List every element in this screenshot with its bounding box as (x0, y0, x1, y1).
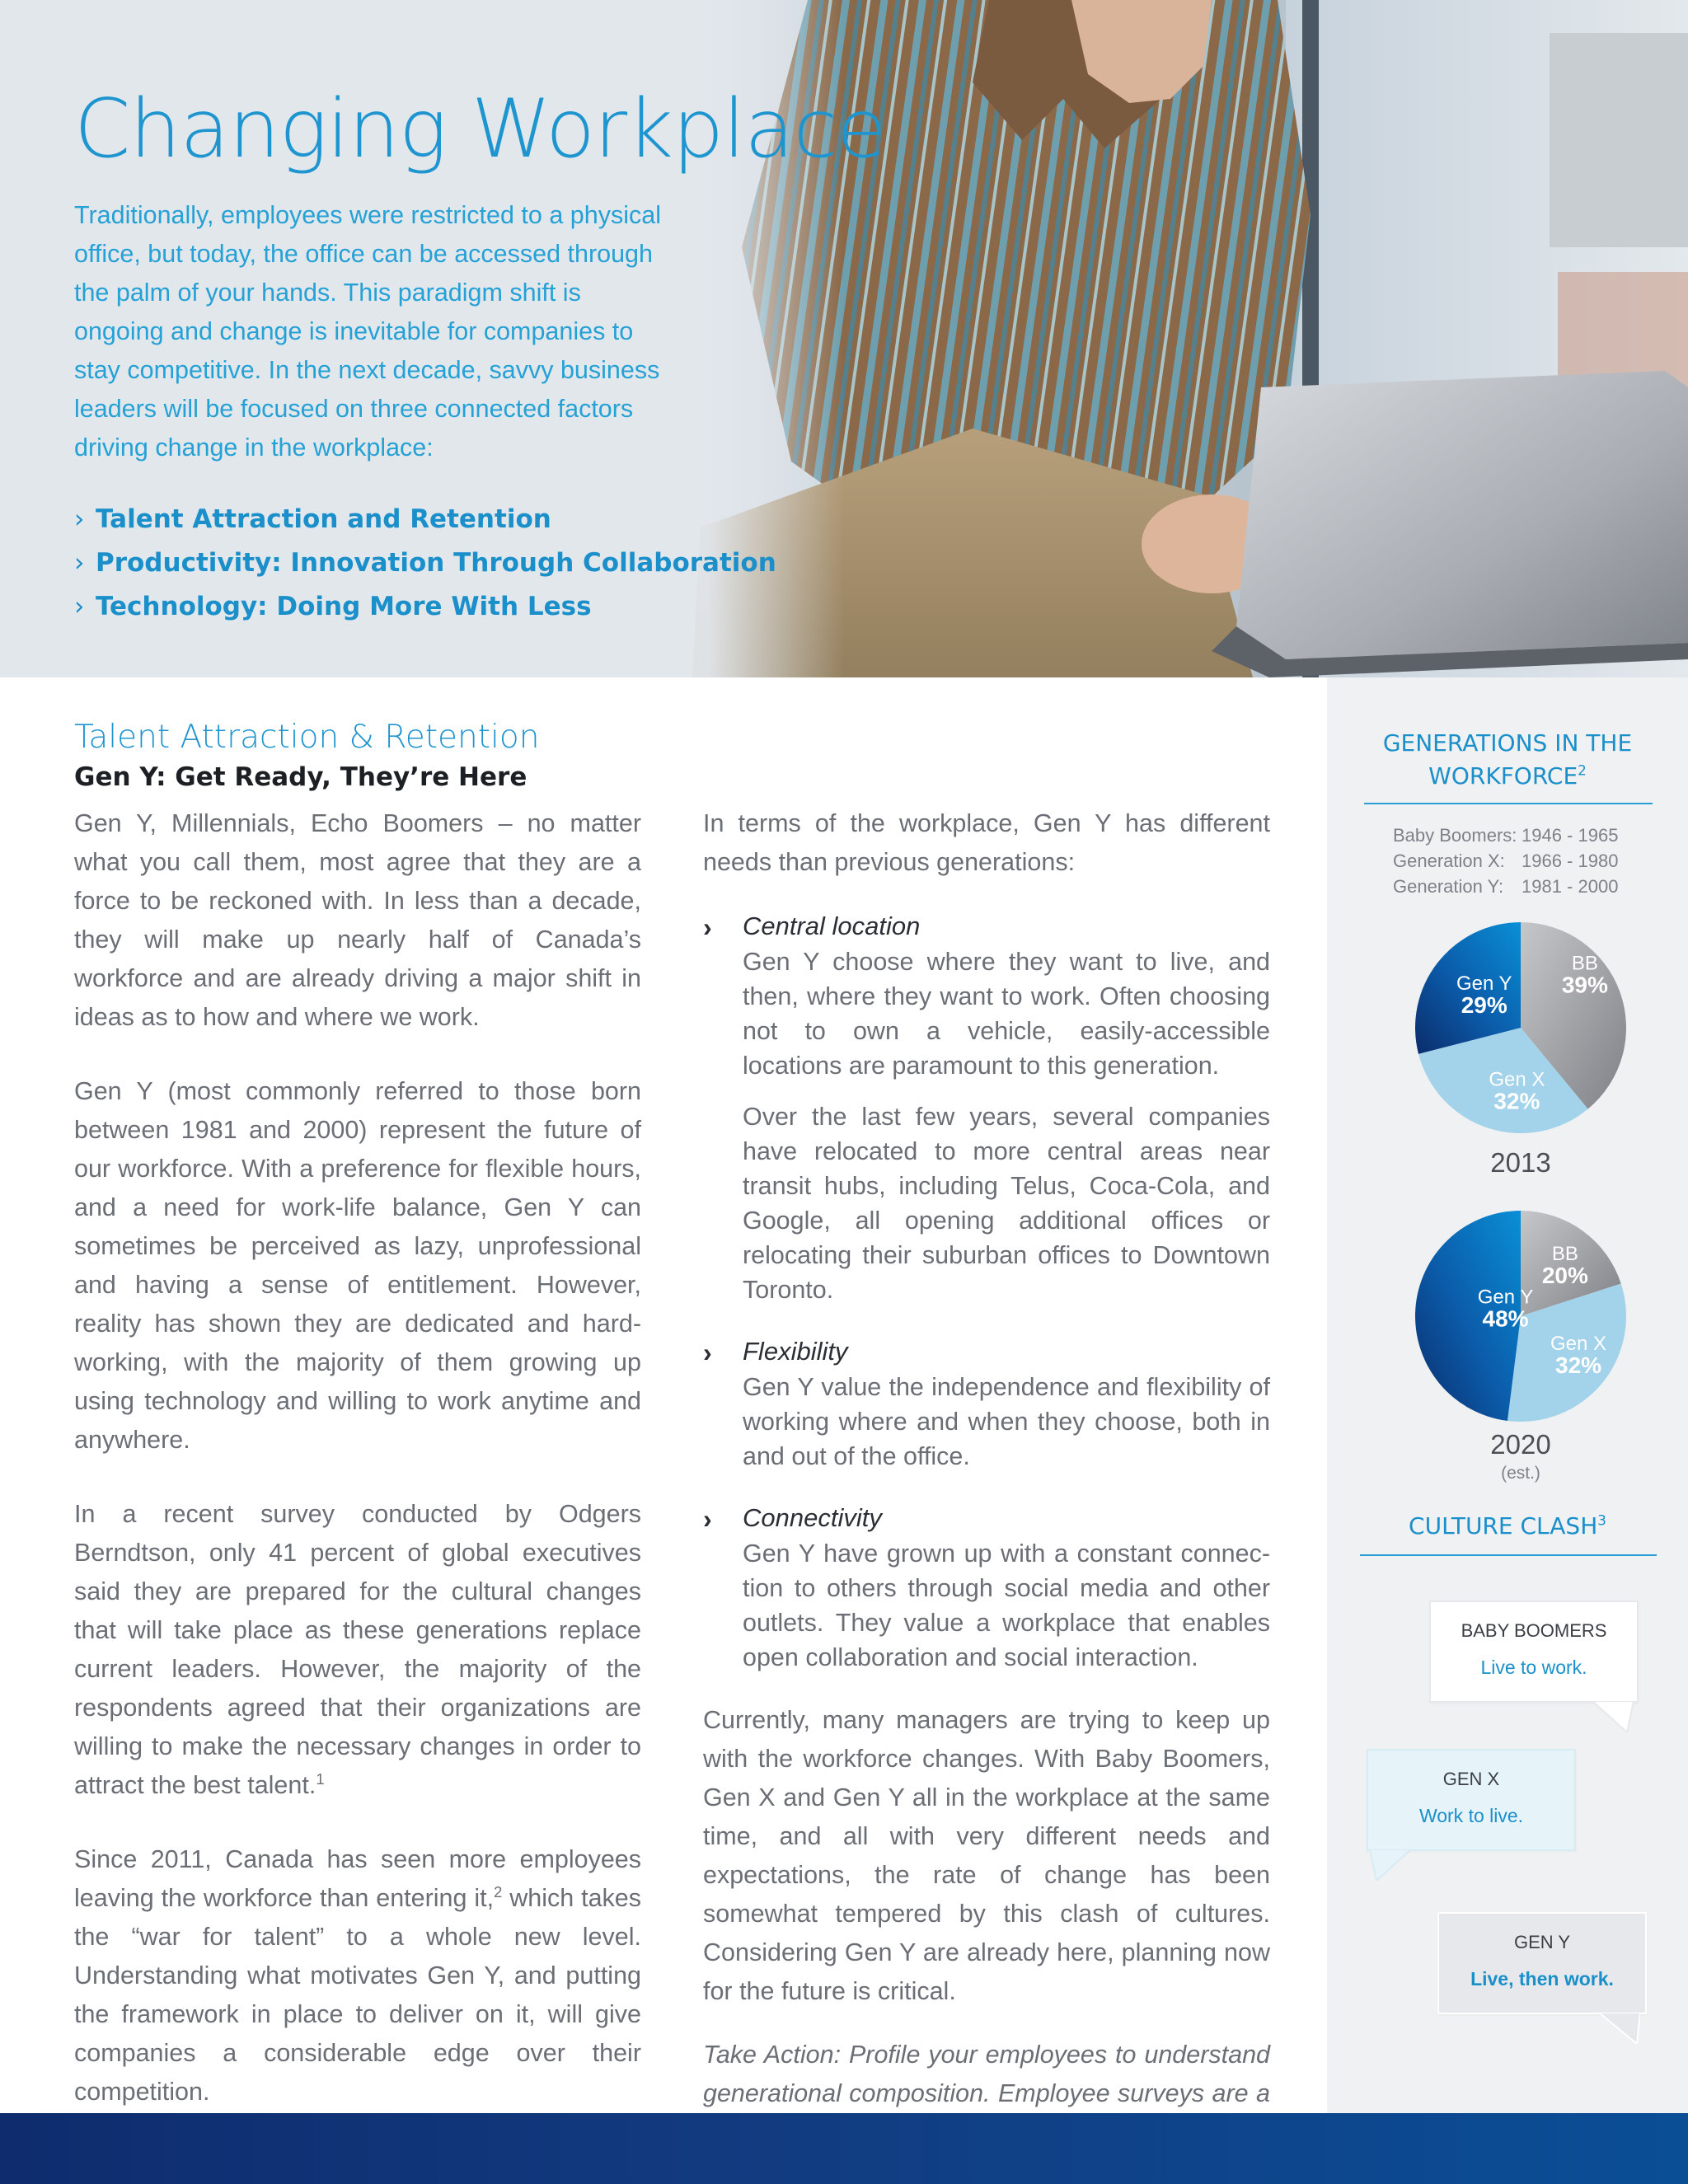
bubble-label: GEN X (1442, 1769, 1500, 1789)
legend-row (1393, 874, 1618, 899)
paragraph (74, 1495, 641, 1805)
legend-name: Baby Boomers: (1393, 825, 1517, 846)
pie-slice-value: 39% (1561, 972, 1608, 998)
need-text: Gen Y have grown up with a constant connec-tion to others through social media and other outlets. They value a workplace that enables open collaboration and social interaction. (743, 1540, 1270, 1671)
pie-slice-label: Gen Y (1477, 1286, 1534, 1309)
pie-chart-2020 (1397, 1205, 1644, 1502)
divider (1364, 803, 1653, 804)
need-text: Over the last few years, several companies have relocated to more central areas near transit hubs, including Telus, Coca-Cola, and Google, all opening additional offices or relocating their suburban offices to Downtown Toronto. (743, 1103, 1270, 1304)
pie-slice-value: 48% (1482, 1305, 1529, 1332)
chevron-right-icon: › (74, 504, 85, 534)
legend-row (1393, 848, 1618, 874)
chevron-right-icon: › (703, 1504, 712, 1534)
hero-intro-paragraph: Traditionally, employees were restricted to a physical office, but today, the office can be accessed through the palm of your hands. This paradigm shift is ongoing and change is inevitable for companies to stay competitive. In the next decade, savvy business leaders will be focused on three connected factors driving change in the workplace: (74, 201, 661, 462)
right-column (703, 804, 1270, 2152)
bubble-label: BABY BOOMERS (1461, 1620, 1607, 1641)
need-title: Connectivity (743, 1503, 882, 1532)
paragraph (74, 1840, 641, 2111)
pie-year-label: 2013 (1490, 1147, 1551, 1178)
bubble-motto: Live to work. (1480, 1657, 1587, 1678)
generations-heading (1352, 727, 1663, 793)
speech-bubble-gen-x (1367, 1749, 1576, 1851)
footnote-marker: 2 (494, 1882, 503, 1900)
factor-label: Productivity: Innovation Through Collaboration (96, 548, 776, 578)
factor-item (74, 585, 776, 629)
bubble-motto: Live, then work. (1470, 1968, 1614, 1990)
legend-years: 1981 - 2000 (1522, 876, 1619, 897)
pie-estimate-label: (est.) (1501, 1464, 1540, 1483)
speech-bubble-tail (1599, 2013, 1640, 2044)
paragraph-text: In a recent survey conducted by Odgers Berndtson, only 41 percent of global executives said they are prepared for the cultural changes that will take place as these generations replace current leaders. However, the majority of the respondents agreed that their organizations are willing to make the necessary changes in order to attract the best talent. (74, 1500, 641, 1799)
chevron-right-icon: › (74, 548, 85, 578)
paragraph: Currently, many managers are trying to keep up with the workforce changes. With Baby Boomers, Gen X and Gen Y all in the workplace at the same time, and all with very different needs and expectations, the rate of change has been somewhat tempered by this clash of cultures. Considering Gen Y are already here, planning now for the future is critical. (703, 1706, 1270, 2005)
need-item-central-location (703, 908, 1270, 1307)
culture-clash-heading (1352, 1510, 1663, 1543)
footnote-marker: 2 (1578, 762, 1587, 779)
bubble-label: GEN Y (1513, 1932, 1571, 1952)
page-title: Changing Workplace (74, 82, 886, 176)
footer-band (0, 2113, 1688, 2184)
left-column (74, 804, 641, 2147)
pie-chart-2013-svg (1397, 916, 1644, 1139)
bubble-motto: Work to live. (1418, 1805, 1524, 1826)
generation-years-legend (1393, 823, 1618, 899)
factor-label: Talent Attraction and Retention (96, 504, 551, 534)
pie-slice-label: Gen Y (1456, 972, 1512, 995)
hero-banner (0, 0, 1688, 677)
pie-chart-2013 (1397, 916, 1644, 1197)
legend-years: 1946 - 1965 (1522, 825, 1619, 846)
footnote-marker: 3 (1597, 1511, 1606, 1529)
factor-label: Technology: Doing More With Less (96, 592, 592, 621)
pie-slice-label: BB (1571, 952, 1598, 975)
pie-slice-label: Gen X (1489, 1068, 1545, 1091)
pie-chart-2020-svg (1397, 1205, 1644, 1427)
legend-name: Generation X: (1393, 851, 1505, 871)
paragraph: Gen Y (most commonly referred to those born between 1981 and 2000) represent the future of our workforce. With a preference for flexible hours, and a need for work-life balance, Gen Y can sometimes be perceived as lazy, unprofessional and having a sense of entitlement. However, reality has shown they are dedicated and hard-working, with the majority of them growing up using technology and willing to work anytime and anywhere. (74, 1077, 641, 1454)
paragraph-text: which takes the “war for talent” to a whole new level. Understanding what motivates Gen Y, and putting the framework in place to deliver on it, will give companies a considerable edge over their competition. (74, 1884, 641, 2106)
pie-slice-label: BB (1551, 1243, 1578, 1266)
speech-bubble-tail (1370, 1849, 1411, 1881)
speech-bubble-tail (1592, 1701, 1634, 1732)
speech-bubble-baby-boomers (1429, 1601, 1639, 1703)
legend-row (1393, 823, 1618, 848)
paragraph-text: Since 2011, Canada has seen more employees leaving the workforce than entering it, (74, 1845, 641, 1912)
section-heading: Talent Attraction & Retention (74, 719, 540, 756)
footnote-marker: 1 (316, 1769, 325, 1788)
pie-slice-value: 32% (1493, 1088, 1540, 1114)
generations-heading-text: GENERATIONS IN THE WORKFORCE (1382, 729, 1633, 790)
section-subheading: Gen Y: Get Ready, They’re Here (74, 762, 528, 792)
culture-clash-heading-text: CULTURE CLASH (1409, 1512, 1598, 1540)
sidebar (1327, 677, 1688, 2113)
factor-item (74, 541, 776, 585)
speech-bubble-gen-y (1437, 1912, 1647, 2014)
factor-item (74, 498, 776, 541)
legend-years: 1966 - 1980 (1522, 851, 1619, 871)
chevron-right-icon: › (703, 912, 712, 942)
pie-slice-label: Gen X (1550, 1332, 1607, 1355)
pie-year-label: 2020 (1490, 1429, 1551, 1460)
factors-list (74, 498, 776, 629)
need-item-connectivity (703, 1500, 1270, 1675)
pie-slice-value: 29% (1461, 991, 1507, 1018)
need-title: Flexibility (743, 1337, 848, 1366)
chevron-right-icon: › (703, 1338, 712, 1367)
paragraph: In terms of the workplace, Gen Y has different needs than previous generations: (703, 809, 1270, 876)
need-text: Gen Y value the independence and flexibility of working where and when they choose, both in and out of the office. (743, 1373, 1270, 1470)
need-title: Central location (743, 912, 921, 940)
chevron-right-icon: › (74, 592, 85, 621)
take-action-callout: Take Action: Profile your employees to understand generational composition. Employee surveys are a (703, 2041, 1270, 2107)
need-text: Gen Y choose where they want to live, and then, where they want to work. Often choosing not to own a vehicle, easily-accessible locations are paramount to this generation. (743, 948, 1270, 1080)
need-item-flexibility (703, 1333, 1270, 1474)
paragraph: Gen Y, Millennials, Echo Boomers – no matter what you call them, most agree that they are a force to be reckoned with. In less than a decade, they will make up nearly half of Canada’s workforce and are already driving a major shift in ideas as to how and where we work. (74, 809, 641, 1031)
pie-slice-value: 32% (1555, 1352, 1602, 1378)
legend-name: Generation Y: (1393, 876, 1504, 897)
divider (1360, 1554, 1657, 1556)
pie-slice-value: 20% (1541, 1263, 1588, 1289)
